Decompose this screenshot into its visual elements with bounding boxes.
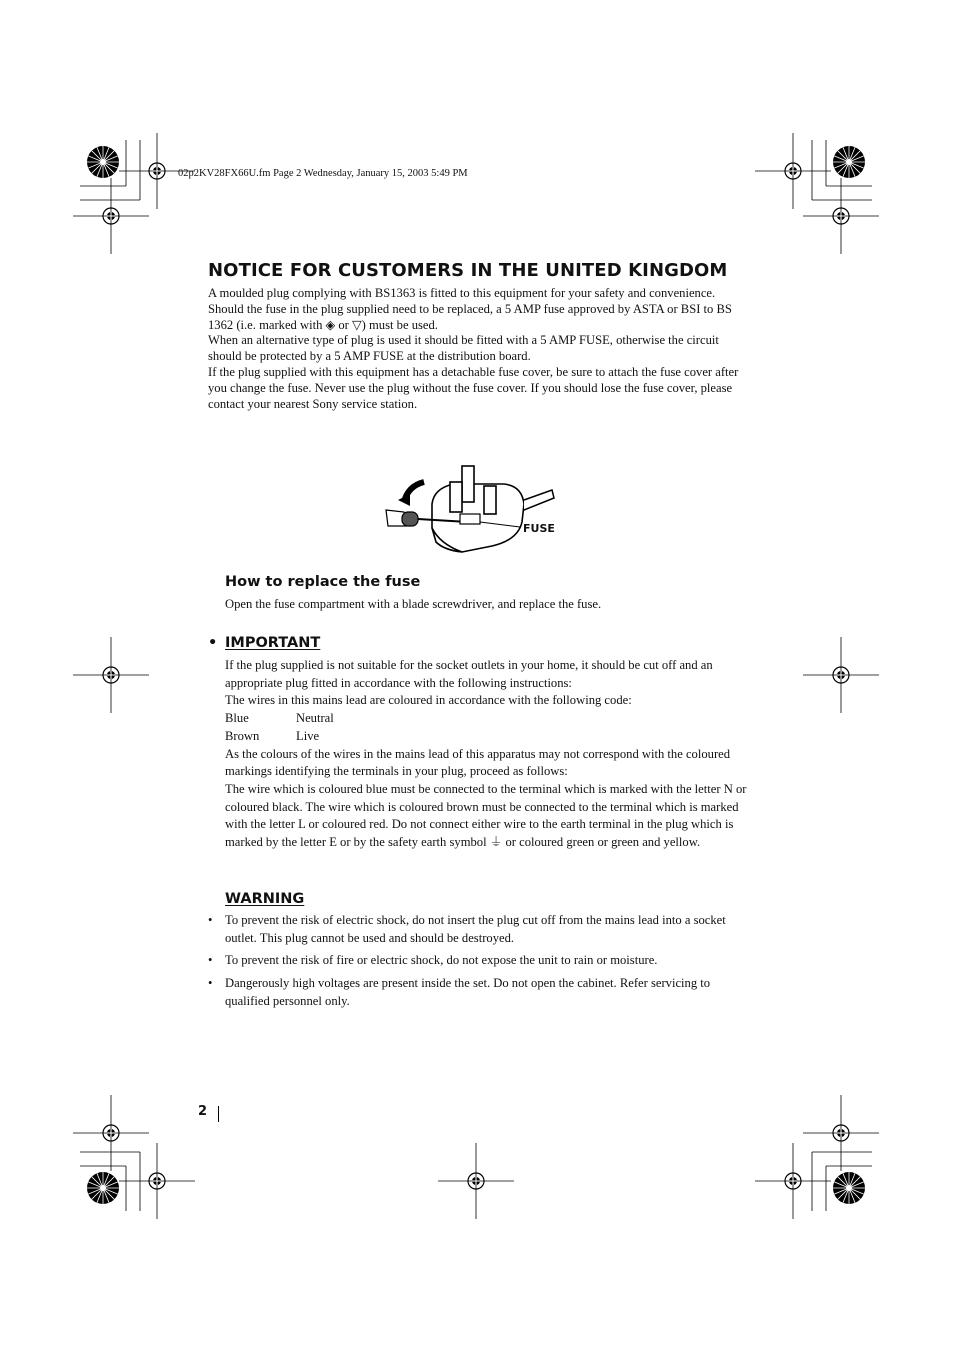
wire-code-row-brown [225, 728, 748, 746]
crop-mark-bottom-left [73, 1095, 195, 1219]
warning-heading: WARNING [225, 891, 305, 907]
wire-colour: Blue [225, 711, 249, 726]
crop-mark-top-left [73, 133, 195, 254]
bullet-glyph: • [208, 913, 213, 927]
wire-code-row-blue [225, 710, 748, 728]
warning-text: Dangerously high voltages are present inside the set. Do not open the cabinet. Refer servicing to qualified personnel only. [225, 976, 711, 1008]
plug-fuse-illustration [384, 460, 559, 560]
wire-colour: Brown [225, 728, 260, 743]
warning-item [208, 912, 748, 947]
wire-role: Neutral [296, 711, 334, 726]
reg-mark-right [803, 637, 879, 713]
important-bullet: • [208, 635, 218, 651]
important-heading: IMPORTANT [225, 635, 321, 651]
warning-item [208, 952, 748, 970]
important-paragraph-3: As the colours of the wires in the mains lead of this apparatus may not correspond with the coloured markings identifying the terminals in your plug, proceed as follows: [225, 746, 731, 779]
page-number-divider [218, 1106, 219, 1122]
replace-fuse-heading: How to replace the fuse [225, 574, 421, 590]
notice-paragraph-4: If the plug supplied with this equipment has a detachable fuse cover, be sure to attach the fuse cover after you change the fuse. Never use the plug without the fuse cover. If you should lose the fuse cover, please contact your nearest Sony service station. [208, 364, 739, 411]
page-number: 2 [198, 1104, 208, 1119]
warning-text: To prevent the risk of fire or electric shock, do not expose the unit to rain or moisture. [225, 953, 658, 968]
warning-item [208, 975, 748, 1010]
bullet-glyph: • [208, 976, 213, 991]
wire-role: Live [296, 728, 320, 743]
reg-mark-bottom-center [438, 1143, 514, 1219]
notice-paragraphs [208, 286, 748, 412]
plug-drawing [384, 460, 559, 560]
notice-paragraph-2: Should the fuse in the plug supplied need to be replaced, a 5 AMP fuse approved by ASTA or BSI to BS 1362 (i.e. marked with ◈ or ▽) must be used. [208, 301, 732, 332]
important-paragraph-1: If the plug supplied is not suitable for the socket outlets in your home, it should be cut off and an appropriate plug fitted in accordance with the following instructions: [225, 658, 713, 690]
replace-fuse-text: Open the fuse compartment with a blade screwdriver, and replace the fuse. [225, 597, 602, 611]
important-paragraph-2: The wires in this mains lead are coloured in accordance with the following code: [225, 693, 632, 708]
important-body [225, 657, 748, 852]
bullet-glyph: • [208, 953, 213, 968]
fuse-label: FUSE [523, 522, 555, 535]
reg-mark-left [73, 637, 149, 713]
file-info-header: 02p2KV28FX66U.fm Page 2 Wednesday, January 15, 2003 5:49 PM [178, 168, 468, 179]
warning-list [208, 912, 748, 1016]
notice-paragraph-3: When an alternative type of plug is used it should be fitted with a 5 AMP FUSE, otherwise the circuit should be protected by a 5 AMP FUSE at the distribution board. [208, 333, 719, 364]
crop-mark-top-right [755, 133, 879, 254]
crop-mark-bottom-right [755, 1095, 879, 1219]
notice-paragraph-1: A moulded plug complying with BS1363 is fitted to this equipment for your safety and convenience. [208, 286, 716, 300]
page-title: NOTICE FOR CUSTOMERS IN THE UNITED KINGDOM [208, 260, 728, 281]
important-paragraph-4: The wire which is coloured blue must be connected to the terminal which is marked with the letter N or coloured black. The wire which is coloured brown must be connected to the terminal which is marked with the letter L or coloured red. Do not connect either wire to the earth terminal in the plug which is marked by the letter E or by the safety earth symbol ⏚ or coloured green or green and yellow. [225, 781, 747, 850]
warning-text: To prevent the risk of electric shock, do not insert the plug cut off from the mains lead into a socket outlet. This plug cannot be used and should be destroyed. [225, 913, 726, 945]
